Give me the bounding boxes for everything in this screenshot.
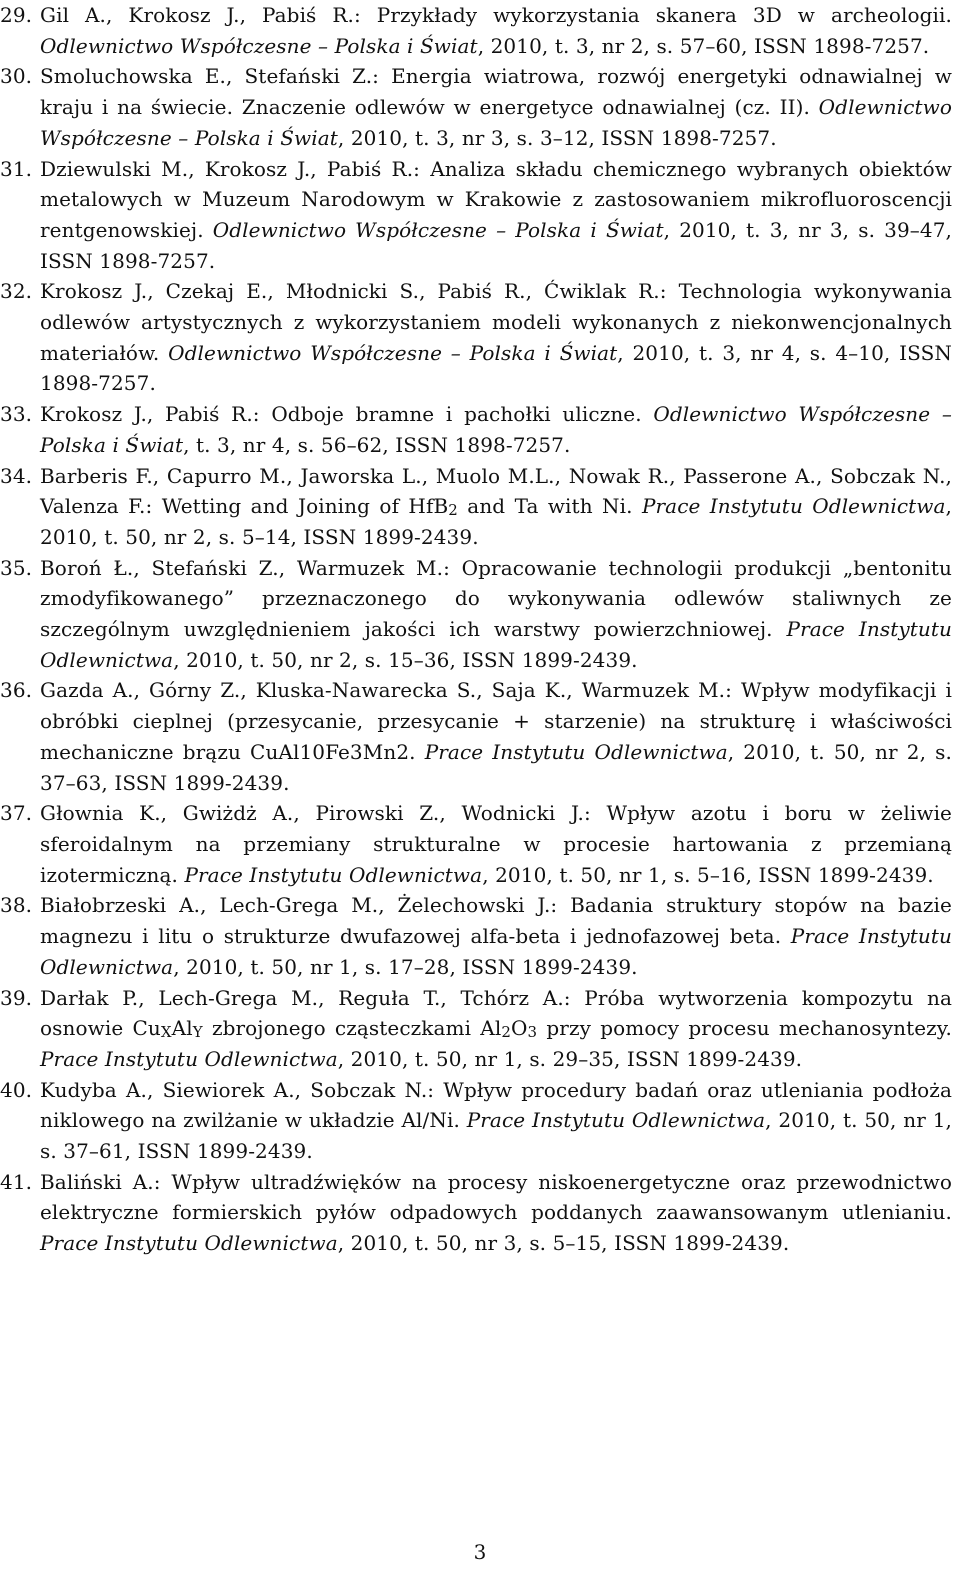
reference-item-38 <box>0 890 960 982</box>
reference-authors: Białobrzeski A., Lech-Grega M., Żelechowski J.: <box>40 893 558 918</box>
reference-title: Wpływ modyfikacji i obróbki cieplnej (przesycanie, przesycanie + starzenie) na strukturę i właściwości mechaniczne brązu CuAl10Fe3Mn2. <box>40 678 952 764</box>
reference-journal: Prace Instytutu Odlewnictwa <box>641 494 946 519</box>
reference-details: , 2010, t. 3, nr 2, s. 57–60, ISSN 1898-7257. <box>477 33 930 58</box>
reference-authors: Darłak P., Lech-Grega M., Reguła T., Tchórz A.: <box>40 985 571 1010</box>
reference-authors: Smoluchowska E., Stefański Z.: <box>40 64 379 89</box>
reference-journal: Odlewnictwo Współczesne – Polska i Świat <box>40 33 478 58</box>
reference-authors: Gil A., Krokosz J., Pabiś R.: <box>40 3 361 27</box>
reference-title: Opracowanie technologii produkcji „bentonitu zmodyfikowanego” przeznaczonego do wykonywania odlewów staliwnych ze szczególnym uwzględnieniem jakości ich warstwy powierzchniowej. <box>40 555 952 642</box>
reference-item-34 <box>0 461 960 553</box>
reference-authors: Głownia K., Gwiżdż A., Pirowski Z., Wodnicki J.: <box>40 801 591 826</box>
title-text: O <box>511 1016 528 1041</box>
reference-details: , 2010, t. 50, nr 1, s. 17–28, ISSN 1899-2439. <box>173 954 638 979</box>
reference-authors: Barberis F., Capurro M., Jaworska L., Muolo M.L., Nowak R., Passerone A., Sobczak N., Valenza F.: <box>40 463 952 519</box>
reference-number: 40. <box>0 1077 33 1102</box>
reference-authors: Krokosz J., Czekaj E., Młodnicki S., Pabiś R., Ćwiklak R.: <box>40 279 667 304</box>
title-text: Al <box>171 1016 193 1041</box>
reference-details: , 2010, t. 3, nr 3, s. 39–47, ISSN 1898-7257. <box>40 217 952 273</box>
reference-number: 30. <box>0 64 33 89</box>
reference-details: , 2010, t. 50, nr 1, s. 29–35, ISSN 1899-2439. <box>337 1046 803 1071</box>
reference-authors: Gazda A., Górny Z., Kluska-Nawarecka S., Saja K., Warmuzek M.: <box>40 678 732 703</box>
reference-journal: Odlewnictwo Współczesne – Polska i Świat <box>212 217 664 242</box>
reference-details: , 2010, t. 50, nr 1, s. 5–16, ISSN 1899-2439. <box>482 862 934 887</box>
reference-title: Badania struktury stopów na bazie magnezu i litu o strukturze dwufazowej alfa-beta i jednofazowej beta. <box>40 893 952 949</box>
title-text: przy pomocy procesu mechanosyntezy. <box>537 1016 952 1041</box>
reference-number: 37. <box>0 801 33 826</box>
reference-item-40 <box>0 1075 960 1167</box>
reference-details: , t. 3, nr 4, s. 56–62, ISSN 1898-7257. <box>183 432 571 457</box>
subscript: Y <box>192 1023 203 1042</box>
reference-item-33 <box>0 399 960 460</box>
reference-item-37 <box>0 798 960 890</box>
reference-details: , 2010, t. 3, nr 3, s. 3–12, ISSN 1898-7257. <box>337 125 777 150</box>
reference-details: , 2010, t. 50, nr 1, s. 37–61, ISSN 1899-2439. <box>40 1108 952 1164</box>
reference-details: , 2010, t. 50, nr 2, s. 37–63, ISSN 1899-2439. <box>40 739 952 795</box>
reference-number: 34. <box>0 463 33 488</box>
reference-journal: Prace Instytutu Odlewnictwa <box>424 739 728 764</box>
reference-title: Przykłady wykorzystania skanera 3D w archeologii. <box>376 3 952 27</box>
reference-number: 32. <box>0 279 33 304</box>
page-number: 3 <box>473 1540 487 1564</box>
reference-number: 36. <box>0 678 33 703</box>
reference-number: 41. <box>0 1169 33 1194</box>
subscript: X <box>160 1023 172 1042</box>
reference-journal: Odlewnictwo Współczesne – Polska i Świat <box>40 95 952 150</box>
reference-number: 31. <box>0 156 33 181</box>
title-text: Wetting and Joining of HfB <box>161 494 449 519</box>
reference-journal: Prace Instytutu Odlewnictwa <box>40 1046 338 1071</box>
reference-journal: Prace Instytutu Odlewnictwa <box>40 924 952 979</box>
reference-number: 35. <box>0 555 33 580</box>
reference-number: 33. <box>0 402 33 427</box>
reference-title: Odboje bramne i pachołki uliczne. <box>271 402 642 427</box>
reference-title: Wpływ procedury badań oraz utleniania podłoża niklowego na zwilżanie w układzie Al/Ni. <box>40 1077 952 1133</box>
reference-details: , 2010, t. 50, nr 2, s. 15–36, ISSN 1899-2439. <box>173 647 638 672</box>
reference-title <box>162 494 633 518</box>
reference-item-30 <box>0 61 960 153</box>
reference-authors: Krokosz J., Pabiś R.: <box>40 402 260 427</box>
reference-authors: Baliński A.: <box>40 1169 161 1194</box>
reference-authors: Dziewulski M., Krokosz J., Pabiś R.: <box>40 156 421 181</box>
subscript: 2 <box>501 1023 511 1042</box>
reference-number: 39. <box>0 985 33 1010</box>
title-text: Próba wytworzenia kompozytu na osnowie Cu <box>40 985 952 1041</box>
reference-number: 29. <box>0 3 33 27</box>
title-text: and Ta with Ni. <box>457 494 633 519</box>
reference-journal: Odlewnictwo Współczesne – Polska i Świat <box>40 402 952 457</box>
subscript: 3 <box>527 1023 538 1042</box>
reference-title: Energia wiatrowa, rozwój energetyki odnawialnej w kraju i na świecie. Znaczenie odlewów w energetyce odnawialnej (cz. II). <box>40 64 953 120</box>
reference-number: 38. <box>0 893 33 918</box>
reference-item-41 <box>0 1167 960 1259</box>
reference-journal: Prace Instytutu Odlewnictwa <box>40 1231 338 1256</box>
reference-title: Wpływ azotu i boru w żeliwie sferoidalnym na przemiany strukturalne w procesie hartowania z przemianą izotermiczną. <box>40 801 952 887</box>
reference-item-29 <box>0 0 960 61</box>
reference-title: Technologia wykonywania odlewów artystycznych z wykorzystaniem modeli wykonanych z niekonwencjonalnych materiałów. <box>40 279 952 365</box>
reference-title: Analiza składu chemicznego wybranych obiektów metalowych w Muzeum Narodowym w Krakowie z zastosowaniem mikrofluoroscencji rentgenowskiej. <box>40 156 952 242</box>
reference-journal: Prace Instytutu Odlewnictwa <box>40 617 952 672</box>
reference-details: , 2010, t. 50, nr 3, s. 5–15, ISSN 1899-2439. <box>337 1231 790 1256</box>
reference-authors: Boroń Ł., Stefański Z., Warmuzek M.: <box>40 555 450 580</box>
reference-item-31 <box>0 154 960 277</box>
reference-item-36 <box>0 675 960 798</box>
reference-item-32 <box>0 276 960 399</box>
reference-journal: Prace Instytutu Odlewnictwa <box>466 1108 766 1133</box>
reference-journal: Prace Instytutu Odlewnictwa <box>184 862 483 887</box>
reference-authors: Kudyba A., Siewiorek A., Sobczak N.: <box>40 1077 435 1102</box>
title-text: zbrojonego cząsteczkami Al <box>202 1016 502 1041</box>
reference-details: , 2010, t. 3, nr 4, s. 4–10, ISSN 1898-7257. <box>40 340 952 396</box>
subscript: 2 <box>448 501 458 520</box>
reference-title: Wpływ ultradźwięków na procesy niskoenergetyczne oraz przewodnictwo elektryczne formierskich pyłów odpadowych poddanych zaawansowanym utlenianiu. <box>40 1169 952 1225</box>
reference-details: , 2010, t. 50, nr 2, s. 5–14, ISSN 1899-2439. <box>40 494 952 549</box>
reference-journal: Odlewnictwo Współczesne – Polska i Świat <box>168 340 618 365</box>
reference-item-35 <box>0 553 960 676</box>
reference-item-39 <box>0 983 960 1075</box>
